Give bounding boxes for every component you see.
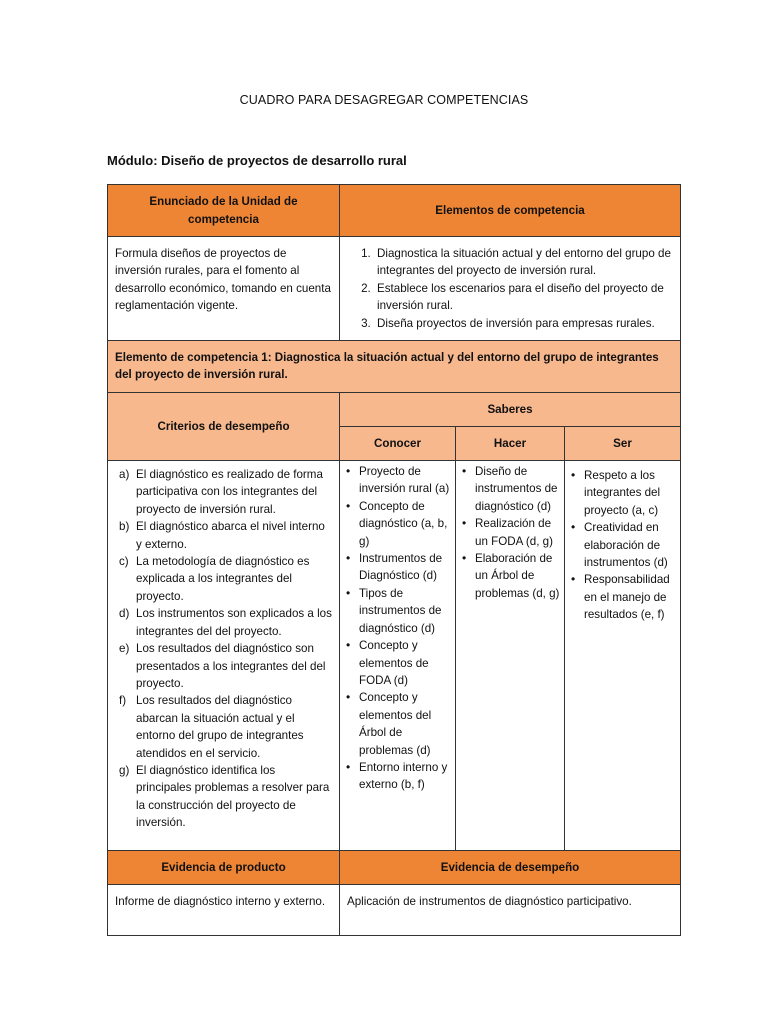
- evidence-performance-header-cell: [340, 851, 681, 885]
- conocer-item: • Proyecto de inversión rural (a): [359, 463, 451, 498]
- criteria-item: e) Los resultados del diagnóstico son presentados a los integrantes del del proyecto.: [119, 642, 326, 690]
- evidence-product: Informe de diagnóstico interno y externo.: [115, 895, 326, 909]
- elements-header-cell: [340, 185, 681, 237]
- criteria-item: f) Los resultados del diagnóstico abarcan la situación actual y el entorno del grupo de integrantes atendidos en el servicio.: [119, 694, 304, 760]
- criteria-item: c) La metodología de diagnóstico es explicada a los integrantes del proyecto.: [119, 555, 310, 603]
- evidence-performance-header: Evidencia de desempeño: [440, 860, 580, 874]
- evidence-product-header: Evidencia de producto: [161, 860, 286, 874]
- conocer-header-cell: [340, 427, 456, 461]
- evidence-performance: Aplicación de instrumentos de diagnóstico participativo.: [347, 895, 632, 909]
- conocer-item: • Concepto y elementos del Árbol de problemas (d): [359, 689, 451, 759]
- conocer-item: • Tipos de instrumentos de diagnóstico (d): [359, 585, 451, 637]
- unit-header: Enunciado de la Unidad de competencia: [149, 195, 298, 226]
- conocer-item: • Entorno interno y externo (b, f): [359, 759, 451, 794]
- criteria-cell: [108, 461, 340, 851]
- ser-item: • Creatividad en elaboración de instrumentos (d): [584, 519, 676, 571]
- criteria-item: g) El diagnóstico identifica los principales problemas a resolver para la construcción del proyecto de inversión.: [119, 763, 330, 830]
- criteria-header: Criterios de desempeño: [157, 419, 290, 433]
- elements-list-cell: [340, 237, 681, 341]
- element-item: 3. Diseña proyectos de inversión para empresas rurales.: [374, 315, 673, 332]
- conocer-item: • Concepto de diagnóstico (a, b, g): [359, 498, 451, 550]
- hacer-item: • Realización de un FODA (d, g): [475, 515, 560, 550]
- evidence-product-header-cell: [108, 851, 340, 885]
- criteria-item: b) El diagnóstico abarca el nivel interno y externo.: [119, 520, 325, 551]
- evidence-performance-cell: [340, 885, 681, 936]
- hacer-item: • Diseño de instrumentos de diagnóstico (d): [475, 463, 560, 515]
- conocer-item: • Concepto y elementos de FODA (d): [359, 637, 451, 689]
- elements-header: Elementos de competencia: [435, 203, 585, 217]
- hacer-header: Hacer: [493, 436, 527, 450]
- document-title: CUADRO PARA DESAGREGAR COMPETENCIAS: [239, 93, 529, 107]
- evidence-product-cell: [108, 885, 340, 936]
- criteria-header-cell: [108, 393, 340, 461]
- element-item: 1. Diagnostica la situación actual y del entorno del grupo de integrantes del proyecto de inversión rural.: [374, 245, 673, 280]
- conocer-header: Conocer: [373, 436, 422, 450]
- element1-title: Elemento de competencia 1: Diagnostica la situación actual y del entorno del grupo de integrantes del proyecto de inversión rural.: [115, 351, 659, 382]
- criteria-list: [115, 466, 332, 832]
- ser-item: • Respeto a los integrantes del proyecto (a, c): [584, 467, 676, 519]
- hacer-cell: [456, 461, 565, 851]
- conocer-list: [343, 463, 451, 794]
- conocer-cell: [340, 461, 456, 851]
- unit-statement-cell: [108, 237, 340, 341]
- criteria-item: d) Los instrumentos son explicados a los integrantes del del proyecto.: [119, 607, 332, 638]
- hacer-header-cell: [456, 427, 565, 461]
- unit-statement: Formula diseños de proyectos de inversión rurales, para el fomento al desarrollo económico, tomando en cuenta reglamentación vigente.: [115, 247, 331, 313]
- ser-cell: [565, 461, 681, 851]
- ser-header-cell: [565, 427, 681, 461]
- ser-item: • Responsabilidad en el manejo de resultados (e, f): [584, 571, 676, 623]
- competency-table: [107, 184, 681, 936]
- saberes-header: Saberes: [487, 402, 533, 416]
- hacer-list: [459, 463, 560, 602]
- conocer-item: • Instrumentos de Diagnóstico (d): [359, 550, 451, 585]
- saberes-header-cell: [340, 393, 681, 427]
- criteria-item: a) El diagnóstico es realizado de forma participativa con los integrantes del proyecto de inversión rural.: [119, 468, 323, 516]
- hacer-item: • Elaboración de un Árbol de problemas (d, g): [475, 550, 560, 602]
- element1-title-cell: [108, 341, 681, 393]
- module-title: Módulo: Diseño de proyectos de desarrollo rural: [107, 153, 407, 168]
- ser-header: Ser: [613, 436, 632, 450]
- element-item: 2. Establece los escenarios para el diseño del proyecto de inversión rural.: [374, 280, 673, 315]
- elements-list: [346, 245, 673, 332]
- ser-list: [568, 467, 676, 624]
- unit-header-cell: [108, 185, 340, 237]
